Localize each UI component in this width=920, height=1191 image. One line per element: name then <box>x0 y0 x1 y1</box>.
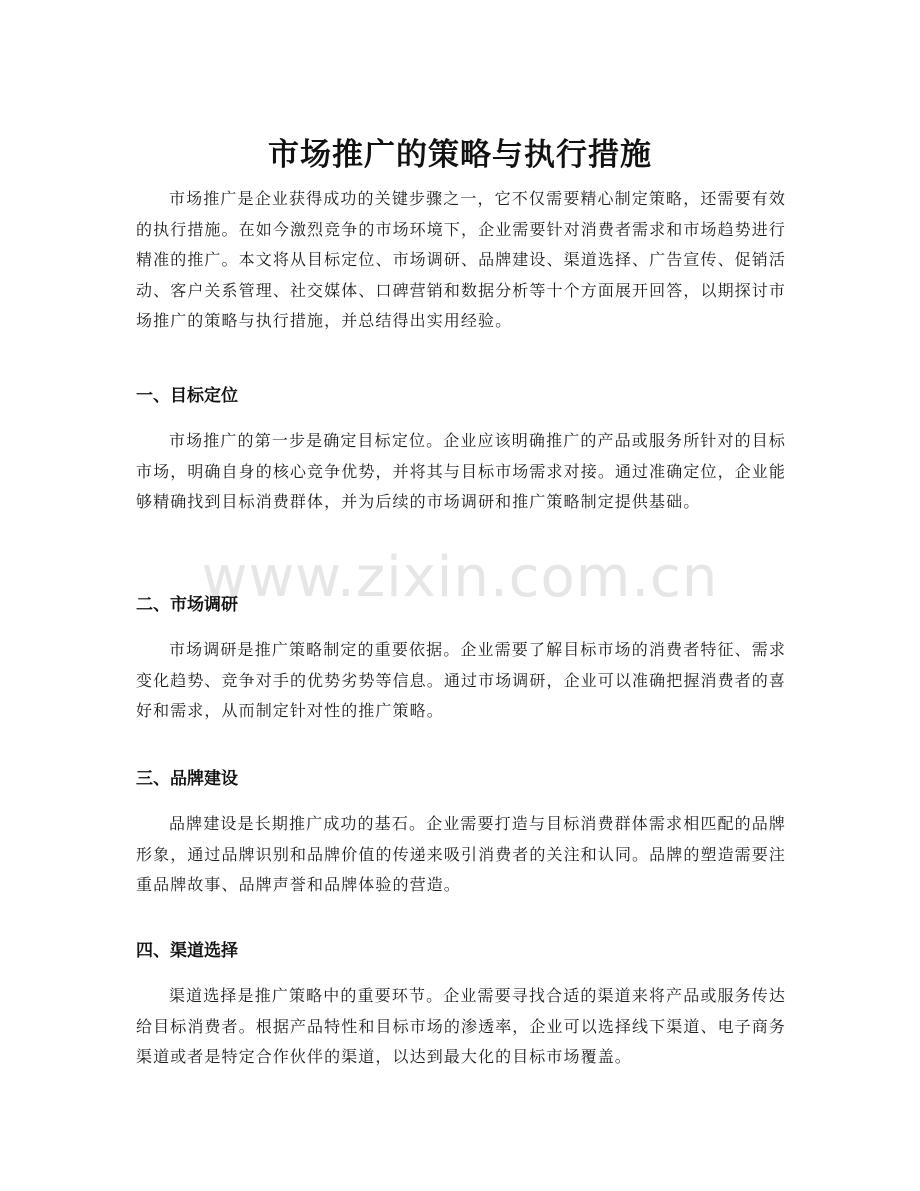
section-heading-target: 一、目标定位 <box>136 386 238 406</box>
section-heading-channel: 四、渠道选择 <box>136 941 238 961</box>
section-body-target: 市场推广的第一步是确定目标定位。企业应该明确推广的产品或服务所针对的目标市场，明确自身的核心竞争优势，并将其与目标市场需求对接。通过准确定位，企业能够精确找到目标消费群体，并为后续的市场调研和推广策略制定提供基础。 <box>136 431 786 511</box>
section-body-brand: 品牌建设是长期推广成功的基石。企业需要打造与目标消费群体需求相匹配的品牌形象，通过品牌识别和品牌价值的传递来吸引消费者的关注和认同。品牌的塑造需要注重品牌故事、品牌声誉和品牌体验的营造。 <box>136 814 786 894</box>
section-heading-research: 二、市场调研 <box>136 595 238 615</box>
page-title: 市场推广的策略与执行措施 <box>268 136 652 173</box>
intro-paragraph: 市场推广是企业获得成功的关键步骤之一，它不仅需要精心制定策略，还需要有效的执行措施。在如今激烈竞争的市场环境下，企业需要针对消费者需求和市场趋势进行精准的推广。本文将从目标定位、市场调研、品牌建设、渠道选择、广告宣传、促销活动、客户关系管理、社交媒体、口碑营销和数据分析等十个方面展开回答，以期探讨市场推广的策略与执行措施，并总结得出实用经验。 <box>136 189 786 330</box>
watermark: www.zixin.com.cn <box>201 545 719 610</box>
section-body-channel: 渠道选择是推广策略中的重要环节。企业需要寻找合适的渠道来将产品或服务传达给目标消费者。根据产品特性和目标市场的渗透率，企业可以选择线下渠道、电子商务渠道或者是特定合作伙伴的渠道，以达到最大化的目标市场覆盖。 <box>136 986 786 1066</box>
section-heading-brand: 三、品牌建设 <box>136 769 238 789</box>
section-body-research: 市场调研是推广策略制定的重要依据。企业需要了解目标市场的消费者特征、需求变化趋势、竞争对手的优势劣势等信息。通过市场调研，企业可以准确把握消费者的喜好和需求，从而制定针对性的推广策略。 <box>136 640 786 720</box>
